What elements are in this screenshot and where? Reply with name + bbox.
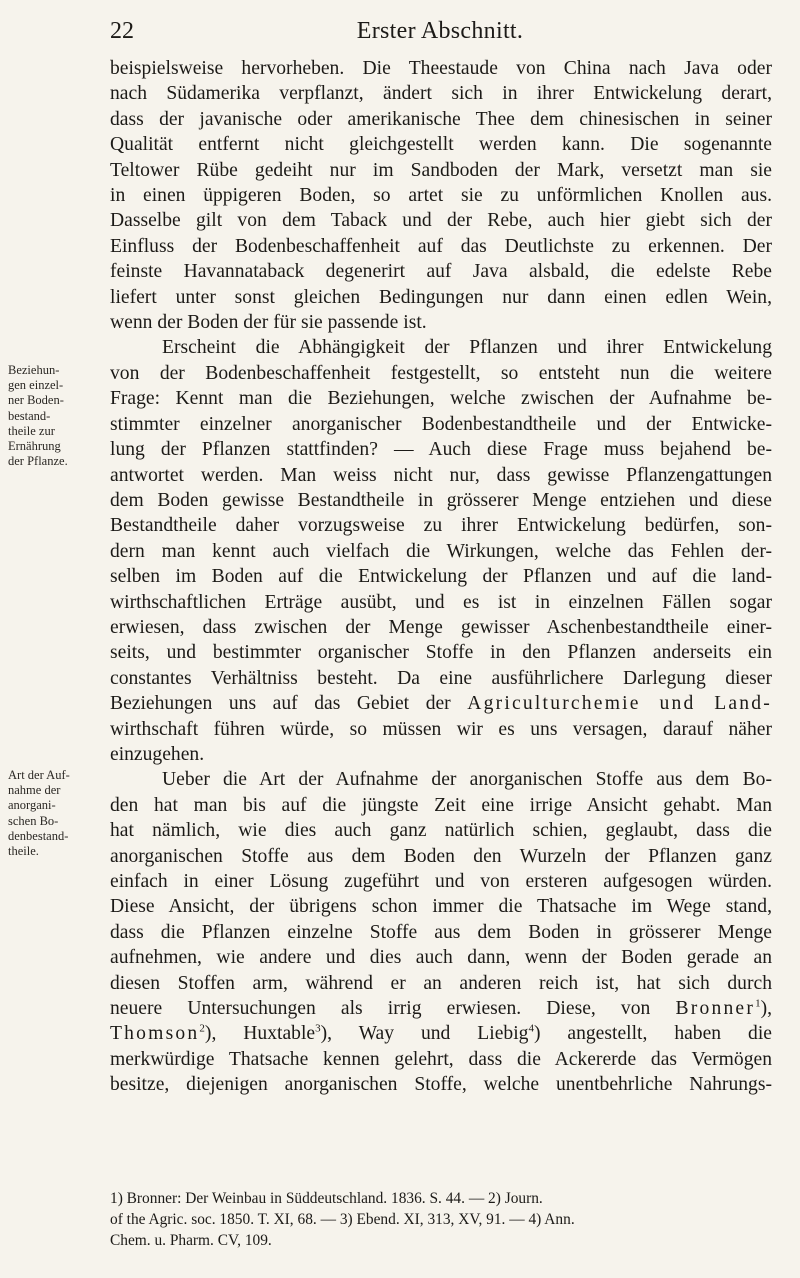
text-line: selben im Boden auf die Entwickelung der Pflanzen und auf die land- [110, 566, 772, 588]
page-number: 22 [110, 18, 134, 44]
text-fragment: ), Way und Liebig [320, 1023, 529, 1045]
text-line: einzugehen. [110, 743, 205, 765]
text-line: beispielsweise hervorheben. Die Theestaude von China nach Java oder [110, 58, 772, 79]
text-line: aufnehmen, wie andere und dies auch dann, wenn der Boden gerade an [110, 947, 772, 969]
margin-note-line: theile zur [8, 423, 55, 438]
text-line: Bestandtheile daher vorzugsweise zu ihrer Entwickelung bedürfen, son- [110, 515, 772, 537]
text-line [110, 1021, 772, 1046]
margin-note-line: denbestand- [8, 828, 69, 843]
text-line: erwiesen, dass zwischen der Menge gewisser Aschenbestandtheile einer- [110, 616, 772, 638]
text-line: liefert unter sonst gleichen Bedingungen nur dann einen edlen Wein, [110, 286, 772, 308]
footnote-line: of the Agric. soc. 1850. T. XI, 68. — 3) Ebend. XI, 313, XV, 91. — 4) Ann. [110, 1211, 575, 1228]
margin-note-beziehungen [8, 363, 100, 469]
text-line: wirthschaftlichen Erträge ausübt, und es ist in einzelnen Fällen sogar [110, 591, 772, 613]
text-line: in einen üppigeren Boden, so artet sie zu unförmlichen Knollen aus. [110, 185, 772, 207]
paragraph-1 [110, 56, 772, 335]
running-title: Erster Abschnitt. [356, 18, 524, 44]
text-line: dern man kennt auch vielfach die Wirkungen, welche das Fehlen der- [110, 540, 772, 562]
text-line [110, 691, 772, 716]
text-line: stimmter einzelner anorganischer Bodenbestandtheile und der Entwicke- [110, 413, 772, 435]
margin-note-line: der Pflanze. [8, 454, 68, 469]
margin-note-line: schen Bo- [8, 813, 59, 828]
margin-note-line: theile. [8, 844, 39, 859]
text-line: anorganischen Stoffe aus dem Boden den Wurzeln der Pflanzen ganz [110, 845, 772, 867]
footnote-mark: 2 [199, 1022, 205, 1035]
text-line: merkwürdige Thatsache kennen gelehrt, dass die Ackererde das Vermögen [110, 1048, 772, 1070]
text-line: wenn der Boden der für sie passende ist. [110, 312, 427, 334]
text-line [110, 996, 772, 1021]
spaced-term: Agriculturchemie und Land- [467, 693, 772, 715]
margin-note-line: Art der Auf- [8, 768, 70, 782]
text-line: Dasselbe gilt von dem Taback und der Rebe, auch hier giebt sich der [110, 210, 772, 232]
text-line: Ueber die Art der Aufnahme der anorganischen Stoffe aus dem Bo- [162, 769, 772, 791]
footnote-mark: 1 [755, 997, 761, 1010]
text-line: Einfluss der Bodenbeschaffenheit auf das Deutlichste zu erkennen. Der [110, 235, 772, 257]
margin-note-line: nahme der [8, 783, 61, 798]
text-line: antwortet werden. Man weiss nicht nur, dass gewisse Pflanzengattungen [110, 464, 772, 486]
text-fragment: ), Huxtable [204, 1023, 316, 1045]
body-text [110, 56, 772, 1098]
footnote-mark: 3 [315, 1022, 321, 1035]
margin-note-aufnahme [8, 768, 100, 859]
footnotes [110, 1188, 772, 1251]
spaced-term: Thomson [110, 1023, 200, 1045]
paragraph-3 [110, 767, 772, 1097]
text-line: Frage: Kennt man die Beziehungen, welche zwischen der Aufnahme be- [110, 388, 772, 410]
text-line: Erscheint die Abhängigkeit der Pflanzen und ihrer Entwickelung [162, 337, 772, 359]
text-line: constantes Verhältniss besteht. Da eine ausführlichere Darlegung dieser [110, 667, 772, 689]
text-line: nach Südamerika verpflanzt, ändert sich in ihrer Entwickelung derart, [110, 83, 772, 105]
text-line: dem Boden gewisse Bestandtheile in grösserer Menge entziehen und diese [110, 489, 772, 511]
footnote-line: 1) Bronner: Der Weinbau in Süddeutschland. 1836. S. 44. — 2) Journ. [110, 1190, 543, 1207]
margin-note-line: Ernährung [8, 439, 61, 454]
text-line: diesen Stoffen arm, während er an anderen reich ist, hat sich durch [110, 972, 772, 994]
text-fragment: ), [760, 998, 772, 1020]
text-line: wirthschaft führen würde, so müssen wir es uns versagen, darauf näher [110, 718, 772, 740]
text-line: dass die Pflanzen einzelne Stoffe aus dem Boden in grösserer Menge [110, 921, 772, 943]
margin-note-line: bestand- [8, 408, 51, 423]
spaced-term: Bronner [675, 998, 756, 1020]
margin-note-line: gen einzel- [8, 378, 64, 393]
margin-note-line: Beziehun- [8, 363, 60, 377]
margin-note-line: ner Boden- [8, 393, 64, 408]
footnote-line: Chem. u. Pharm. CV, 109. [110, 1232, 272, 1249]
text-fragment: ) angestellt, haben die [533, 1023, 772, 1045]
paragraph-2 [110, 335, 772, 767]
text-line: Teltower Rübe gedeiht nur im Sandboden der Mark, versetzt man sie [110, 159, 772, 181]
text-line: den hat man bis auf die jüngste Zeit eine irrige Ansicht gehabt. Man [110, 794, 772, 816]
text-line: einfach in einer Lösung zugeführt und von ersteren aufgesogen würden. [110, 871, 772, 892]
text-line: von der Bodenbeschaffenheit festgestellt, so entsteht nun die weitere [110, 362, 772, 384]
text-fragment: neuere Untersuchungen als irrig erwiesen. Diese, von [110, 998, 651, 1020]
text-line: lung der Pflanzen stattfinden? — Auch diese Frage muss bejahend be- [110, 439, 772, 461]
margin-note-line: anorgani- [8, 798, 56, 813]
footnote-mark: 4 [528, 1022, 534, 1035]
text-line: hat nämlich, wie dies auch ganz natürlich schien, geglaubt, dass die [110, 820, 772, 842]
text-line: Diese Ansicht, der übrigens schon immer die Thatsache im Wege stand, [110, 896, 772, 918]
text-line: seits, und bestimmter organischer Stoffe in den Pflanzen anderseits ein [110, 642, 772, 664]
page-header [110, 10, 770, 50]
text-line: feinste Havannataback degenerirt auf Java alsbald, die edelste Rebe [110, 261, 772, 283]
text-line: Qualität entfernt nicht gleichgestellt werden kann. Die sogenannte [110, 134, 772, 156]
text-fragment: Beziehungen uns auf das Gebiet der [110, 693, 451, 715]
text-line: dass der javanische oder amerikanische Thee dem chinesischen in seiner [110, 108, 772, 130]
text-line: besitze, diejenigen anorganischen Stoffe, welche unentbehrliche Nahrungs- [110, 1074, 772, 1096]
